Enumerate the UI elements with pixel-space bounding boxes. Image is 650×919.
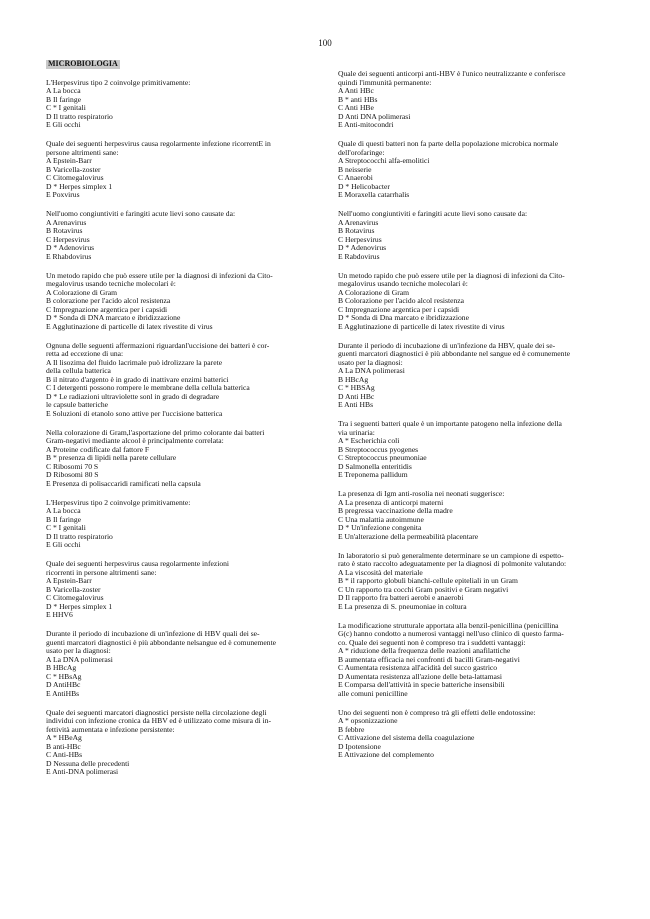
question-block: [338, 342, 606, 410]
question-stem: Un metodo rapido che può essere utile per la diagnosi di infezioni da Cito- megalovirus usando tecniche molecolari è:: [46, 270, 273, 288]
answer-option: C * HBsAg: [46, 671, 82, 681]
answer-option: E Anti-DNA polimerasi: [46, 767, 119, 776]
answer-option: A La DNA polimerasi: [338, 366, 405, 375]
answer-option: C Herpesvirus: [338, 234, 382, 244]
answer-option: B Colorazione per l'acido alcol resistenza: [338, 296, 464, 305]
question-block: [46, 630, 314, 698]
answer-option: C Impregnazione argentica per i capsidi: [338, 304, 460, 314]
question-stem: Quale dei seguenti herpesvirus causa regolarmente infezioni ricorrenti in persone altrimenti sane:: [46, 559, 230, 577]
section-title: MICROBIOLOGIA: [48, 59, 118, 68]
question-stem: Nell'uomo congiuntiviti e faringiti acute lievi sono causate da:: [46, 209, 236, 218]
question-block: [46, 79, 314, 130]
answer-option: A La viscosità del materiale: [338, 567, 423, 577]
answer-option: A Colorazione di Gram: [46, 287, 118, 297]
answer-option: E AntiHBs: [46, 688, 80, 698]
question-stem: L'Herpesvirus tipo 2 coinvolge primitivamente:: [46, 497, 191, 507]
answer-option: B HBcAg: [338, 374, 369, 384]
answer-option: D * Herpes simplex 1: [46, 601, 113, 611]
answer-option: E Soluzioni di etanolo sono attive per l'uccisione batterica: [46, 408, 223, 418]
answer-option: D * Sonda di DNA marcato e ibridizzazione: [46, 313, 181, 322]
answer-option: B pregressa vaccinazione della madre: [338, 506, 453, 515]
answer-option: C Streptococcus pneumoniae: [338, 453, 427, 462]
answer-option: D * Le radiazioni ultraviolette sonl in grado di degradare le capsule batteriche: [46, 391, 220, 409]
answer-option: C Anti-HBs: [46, 750, 83, 759]
answer-option: E HHV6: [46, 610, 73, 619]
right-column: [338, 70, 606, 770]
question-stem: Quale dei seguenti marcatori diagnostici persiste nella circolazione degli individui con infezione cronica da HBV ed è utilizzato come misura di in- fettività aumentata e infezione persistente:: [46, 707, 272, 734]
answer-option: B Il faringe: [46, 94, 82, 104]
answer-option: C Aumentata resistenza all'acidità del succo gastrico: [338, 663, 498, 672]
answer-option: E Treponema pallidum: [338, 470, 408, 479]
answer-option: C * I genitali: [46, 523, 86, 532]
answer-option: A Epstein-Barr: [46, 576, 92, 585]
question-block: [338, 420, 606, 480]
answer-option: D * Adenovirus: [338, 243, 387, 252]
question-stem: Nella colorazione di Gram,l'asportazione del primo colorante dai batteri Gram-negativi mediante alcool è principalmente correlata:: [46, 427, 265, 445]
answer-option: C Anti HBe: [338, 103, 374, 112]
answer-option: A Epstein-Barr: [46, 156, 92, 165]
right-questions: [338, 70, 606, 760]
answer-option: A * Escherichia coli: [338, 436, 400, 445]
answer-option: B il nitrato d'argento è in grado di inattivare enzimi batterici: [46, 374, 229, 384]
answer-option: B neisserie: [338, 164, 372, 174]
question-stem: La modificazione strutturale apportata alla benzil-penicillina (penicillina G(c) hanno condotto a numerosi vantaggi nell'uso clinico di questo farma- co. Quale dei seguenti non è compreso tra i suddetti vantaggi:: [338, 620, 564, 647]
question-block: [46, 140, 314, 200]
question-stem: Durante il periodo di incubazione di un'infezione di HBV quali dei se- guenti marcatori diagnostici è più abbondante nelsangue ed è comunemente usato per la diagnosi:: [46, 629, 277, 655]
question-block: [338, 210, 606, 261]
answer-option: D Aumentata resistenza all'azione delle beta-lattamasi: [338, 671, 502, 681]
answer-option: E Attivazione del complemento: [338, 750, 434, 759]
question-block: [46, 429, 314, 489]
answer-option: B colorazione per l'acido alcol resistenza: [46, 296, 171, 305]
answer-option: B Varicella-zoster: [46, 584, 101, 594]
answer-option: E Gli occhi: [46, 540, 81, 549]
answer-option: B Varicella-zoster: [46, 164, 101, 174]
answer-option: A Proteine codificate dal fattore F: [46, 444, 150, 454]
answer-option: C Herpesvirus: [46, 234, 90, 244]
answer-option: D Il tratto respiratorio: [46, 531, 113, 541]
answer-option: E La presenza di S. pneumoniae in coltura: [338, 601, 467, 611]
answer-option: E Poxvirus: [46, 190, 80, 199]
question-stem: Nell'uomo congiuntiviti e faringiti acute lievi sono causate da:: [338, 209, 528, 218]
question-stem: La presenza di Igm anti-rosolia nei neonati suggerisce:: [338, 489, 505, 498]
question-block: [46, 342, 314, 419]
answer-option: D Ribosomi 80 S: [46, 470, 99, 479]
answer-option: A La bocca: [46, 86, 81, 95]
answer-option: B Rotavirus: [46, 226, 83, 235]
question-block: [46, 499, 314, 550]
answer-option: A La presenza di anticorpi materni: [338, 497, 444, 507]
question-block: [338, 272, 606, 332]
answer-option: C Anaerobi: [338, 173, 373, 182]
answer-option: E Anti HBs: [338, 400, 374, 409]
answer-option: C Un rapporto tra cocchi Gram positivi e Gram negativi: [338, 584, 509, 594]
answer-option: A * riduzione della frequenza delle reazioni anafilattiche: [338, 646, 511, 655]
answer-option: C Impregnazione argentica per i capsidi: [46, 304, 168, 314]
question-stem: Uno dei seguenti non è compreso trà gli effetti delle endotossine:: [338, 707, 536, 717]
answer-option: A * opsonizzazione: [338, 716, 398, 725]
answer-option: B Il faringe: [46, 514, 82, 524]
question-block: [338, 622, 606, 699]
answer-option: E Un'alterazione della permeabilità placentare: [338, 531, 479, 541]
answer-option: A Arenavirus: [338, 217, 379, 227]
question-block: [46, 560, 314, 620]
answer-option: D Ipotensione: [338, 741, 381, 751]
answer-option: D AntiHBc: [46, 680, 81, 689]
answer-option: A Il lisozima del fluido lacrimale può idrolizzare la parete della cellula batterica: [46, 357, 223, 375]
answer-option: D Anti HBc: [338, 391, 375, 401]
answer-option: E Comparsa dell'attività in specie batteriche insensibili alle comuni penicilline: [338, 680, 505, 698]
answer-option: B aumentata efficacia nei confronti di bacilli Gram-negativi: [338, 654, 520, 664]
question-stem: Tra i seguenti batteri quale è un importante patogeno nella infezione della via urinaria:: [338, 419, 562, 437]
answer-option: E Rabdovirus: [338, 251, 380, 261]
answer-option: E Agglutinazione di particelle di latex rivestite di virus: [46, 321, 213, 331]
answer-option: E Anti-mitocondri: [338, 120, 394, 129]
question-block: [46, 709, 314, 777]
question-stem: L'Herpesvirus tipo 2 coinvolge primitivamente:: [46, 77, 191, 87]
answer-option: D Il rapporto fra batteri aerobi e anaerobi: [338, 593, 464, 602]
question-stem: Un metodo rapido che può essere utile per la diagnosi di infezioni da Cito- megalovirus usando tecniche molecolari è:: [338, 270, 565, 288]
answer-option: A La DNA polimerasi: [46, 654, 113, 664]
answer-option: D Anti DNA polimerasi: [338, 111, 411, 121]
question-stem: Quale di questi batteri non fa parte della popolazione microbica normale dell'orofaringe:: [338, 139, 559, 157]
answer-option: A Colorazione di Gram: [338, 287, 410, 297]
answer-option: D * Un'infezione congenita: [338, 523, 422, 532]
answer-option: D Salmonella enteritidis: [338, 461, 412, 471]
answer-option: D Nessuna delle precedenti: [46, 758, 130, 768]
question-stem: Quale dei seguenti anticorpi anti-HBV è l'unico neutralizzante e conferisce quindi l'immunità permanente:: [338, 69, 566, 87]
answer-option: A Streptococchi alfa-emolitici: [338, 156, 430, 165]
question-block: [338, 709, 606, 760]
left-column: [46, 60, 314, 787]
answer-option: C Citomegalovirus: [46, 173, 104, 182]
answer-option: C I detergenti possono rompere le membrane della cellula batterica: [46, 383, 250, 392]
answer-option: A Anti HBc: [338, 86, 374, 95]
answer-option: B HBcAg: [46, 663, 77, 672]
answer-option: A Arenavirus: [46, 217, 87, 227]
answer-option: B anti-HBc: [46, 741, 81, 751]
question-block: [338, 70, 606, 130]
answer-option: B * presenza di lipidi nella parete cellulare: [46, 453, 177, 462]
answer-option: E Presenza di polisaccaridi ramificati nella capsula: [46, 478, 201, 488]
question-block: [46, 210, 314, 261]
answer-option: D Il tratto respiratorio: [46, 111, 113, 121]
question-stem: Durante il periodo di incubazione di un'infezione da HBV, quale dei se- guenti marcatori diagnostici è più abbondante nel sangue ed è comunemente usato per la diagnosi:: [338, 340, 570, 367]
question-stem: Ognuna delle seguenti affermazioni riguardanl'uccisione dei batteri è cor- retta ad eccezione di una:: [46, 340, 270, 358]
answer-option: C Una malattia autoimmune: [338, 514, 424, 524]
answer-option: B * il rapporto globuli bianchi-cellule epiteliali in un Gram: [338, 576, 518, 585]
question-block: [338, 552, 606, 612]
answer-option: C Attivazione del sistema della coagulazione: [338, 733, 475, 742]
answer-option: A La bocca: [46, 506, 81, 515]
answer-option: C Ribosomi 70 S: [46, 461, 99, 471]
answer-option: D * Herpes simplex 1: [46, 181, 113, 191]
answer-option: B * anti HBs: [338, 94, 378, 104]
answer-option: B febbre: [338, 724, 365, 734]
question-stem: In laboratorio si può generalmente determinare se un campione di espetto- rato è stato raccolto adeguatamente per la diagnosi di polmonite valutando:: [338, 550, 567, 568]
answer-option: E Agglutinazione di particelle di latex rivestite di virus: [338, 321, 505, 331]
answer-option: D * Sonda di Dna marcato e ibridizzazione: [338, 313, 469, 322]
answer-option: B Streptococcus pyogenes: [338, 444, 419, 454]
answer-option: C Citomegalovirus: [46, 593, 104, 602]
answer-option: C * HBSAg: [338, 383, 375, 392]
answer-option: D * Adenovirus: [46, 243, 95, 252]
question-block: [46, 272, 314, 332]
answer-option: C * I genitali: [46, 103, 86, 112]
question-stem: Quale dei seguenti herpesvirus causa regolarmente infezione ricorrentE in persone altrimenti sane:: [46, 139, 271, 157]
left-questions: [46, 79, 314, 777]
page-number: 100: [318, 38, 332, 48]
answer-option: E Rhabdovirus: [46, 251, 92, 261]
answer-option: B Rotavirus: [338, 226, 375, 235]
answer-option: A * HBeAg: [46, 733, 82, 742]
answer-option: E Gli occhi: [46, 120, 81, 129]
answer-option: D * Helicobacter: [338, 181, 390, 191]
question-block: [338, 490, 606, 541]
question-block: [338, 140, 606, 200]
answer-option: E Moraxella catarrhalis: [338, 190, 410, 199]
